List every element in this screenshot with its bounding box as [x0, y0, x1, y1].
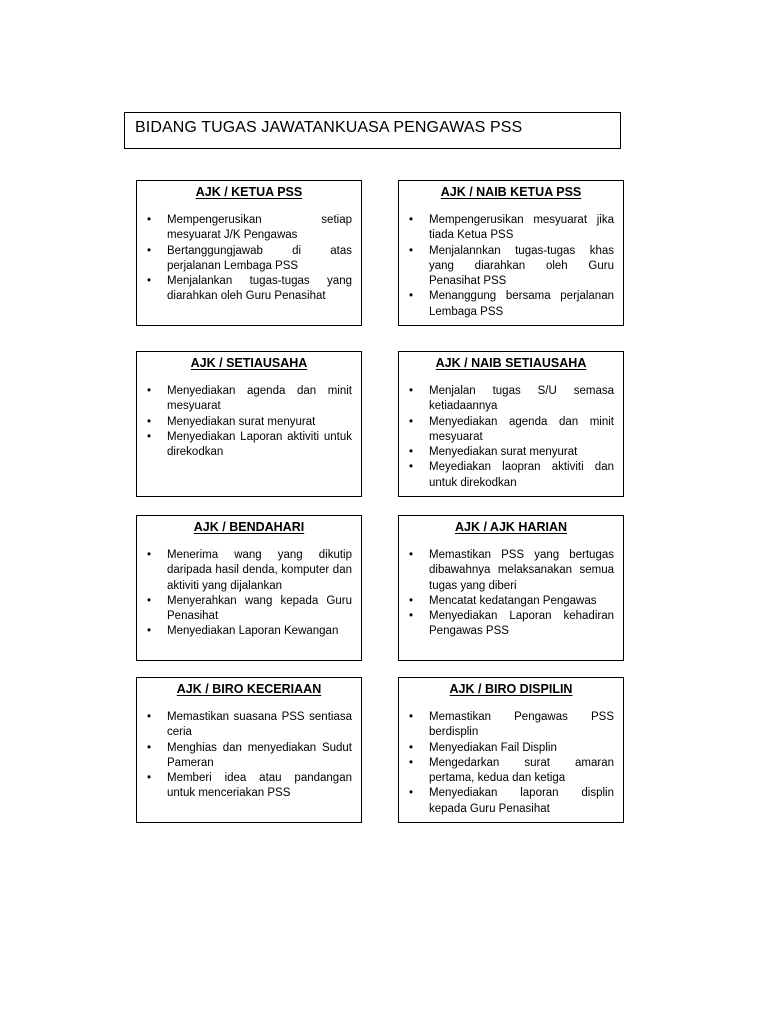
bullet-icon: •	[409, 756, 414, 769]
duty-item: • Menyediakan Fail Displin	[408, 741, 614, 756]
bullet-icon: •	[409, 610, 414, 623]
duty-item: • Menyediakan surat menyurat	[408, 445, 614, 460]
card-title: AJK / KETUA PSS	[195, 185, 303, 199]
duty-item: • Meyediakan laopran aktiviti dan untuk direkodkan	[409, 461, 614, 489]
duty-item: • Menjalannkan tugas-tugas khas yang diarahkan oleh Guru Penasihat PSS	[409, 244, 614, 288]
card-biro-dispilin	[398, 677, 624, 823]
duty-item: • Memastikan PSS yang bertugas dibawahnya melaksanakan semua tugas yang diberi	[409, 549, 614, 592]
bullet-icon: •	[409, 244, 414, 257]
duty-item: • Menghias dan menyediakan Sudut Pameran	[147, 741, 352, 769]
bullet-icon: •	[409, 711, 414, 723]
bullet-icon: •	[147, 625, 152, 638]
bullet-icon: •	[409, 290, 414, 303]
duty-item: • Menyediakan laporan displin kepada Guru Penasihat	[409, 787, 614, 815]
duty-item: • Mencatat kedatangan Pengawas	[408, 594, 614, 609]
duty-item: • Menerima wang yang dikutip daripada hasil denda, komputer dan aktiviti yang dijalankan	[147, 549, 352, 592]
bullet-icon: •	[147, 385, 152, 397]
duty-item: • Memastikan suasana PSS sentiasa ceria	[147, 711, 352, 739]
bullet-icon: •	[147, 711, 152, 723]
bullet-icon: •	[409, 385, 414, 397]
card-title: AJK / SETIAUSAHA	[190, 356, 308, 370]
card-naib-setiausaha	[398, 351, 624, 497]
bullet-icon: •	[147, 594, 152, 607]
duty-item: • Menyediakan Laporan Kewangan	[146, 624, 352, 639]
card-biro-keceriaan	[136, 677, 362, 823]
duty-list	[146, 213, 352, 305]
duty-item: • Mempengerusikan mesyuarat jika tiada Ketua PSS	[409, 214, 614, 242]
card-bendahari	[136, 515, 362, 661]
card-title: AJK / BENDAHARI	[193, 520, 305, 534]
card-title: AJK / NAIB SETIAUSAHA	[435, 356, 587, 370]
document-title-box	[124, 112, 621, 149]
duty-item: • Menyediakan agenda dan minit mesyuarat	[147, 385, 352, 413]
bullet-icon: •	[147, 275, 152, 288]
duty-item: • Menyediakan Laporan aktiviti untuk direkodkan	[147, 430, 352, 459]
duty-item: • Menyerahkan wang kepada Guru Penasihat	[147, 594, 352, 623]
duty-item: • Menyediakan agenda dan minit mesyuarat	[409, 415, 614, 443]
duty-list	[408, 710, 614, 817]
card-ajk-harian	[398, 515, 624, 661]
duty-list	[146, 710, 352, 802]
bullet-icon: •	[409, 461, 414, 474]
duty-item: • Memberi idea atau pandangan untuk menceriakan PSS	[147, 772, 352, 800]
bullet-icon: •	[147, 415, 152, 428]
duty-item: • Menjalankan tugas-tugas yang diarahkan oleh Guru Penasihat	[147, 275, 352, 303]
bullet-icon: •	[147, 244, 152, 257]
bullet-icon: •	[409, 549, 414, 561]
card-naib-ketua-pss	[398, 180, 624, 326]
duty-item: • Memastikan Pengawas PSS berdisplin	[409, 711, 614, 739]
duty-item: • Bertanggungjawab di atas perjalanan Lembaga PSS	[147, 244, 352, 272]
bullet-icon: •	[147, 741, 152, 754]
bullet-icon: •	[147, 772, 152, 785]
card-setiausaha	[136, 351, 362, 497]
card-title: AJK / BIRO KECERIAAN	[176, 682, 322, 696]
duty-item: • Menanggung bersama perjalanan Lembaga PSS	[409, 290, 614, 318]
bullet-icon: •	[409, 415, 414, 428]
duty-item: • Mengedarkan surat amaran pertama, kedua dan ketiga	[409, 756, 614, 785]
duty-list	[146, 384, 352, 460]
bullet-icon: •	[409, 787, 414, 800]
bullet-icon: •	[409, 741, 414, 754]
card-title: AJK / AJK HARIAN	[454, 520, 568, 534]
duty-list	[408, 384, 614, 491]
bullet-icon: •	[409, 446, 414, 459]
duty-item: • Menyediakan Laporan kehadiran Pengawas PSS	[409, 610, 614, 638]
duty-list	[146, 548, 352, 640]
duty-item: • Menjalan tugas S/U semasa ketiadaannya	[409, 385, 614, 413]
card-title: AJK / NAIB KETUA PSS	[440, 185, 582, 199]
duty-item: • Menyediakan surat menyurat	[146, 415, 352, 430]
bullet-icon: •	[147, 214, 152, 226]
card-title: AJK / BIRO DISPILIN	[449, 682, 573, 696]
duty-item: • Mempengerusikan setiap mesyuarat J/K Pengawas	[147, 214, 352, 242]
duty-list	[408, 213, 614, 320]
bullet-icon: •	[409, 594, 414, 607]
document-title: BIDANG TUGAS JAWATANKUASA PENGAWAS PSS	[135, 119, 523, 136]
card-ketua-pss	[136, 180, 362, 326]
bullet-icon: •	[147, 430, 152, 443]
bullet-icon: •	[147, 549, 152, 561]
bullet-icon: •	[409, 214, 414, 226]
duty-list	[408, 548, 614, 640]
